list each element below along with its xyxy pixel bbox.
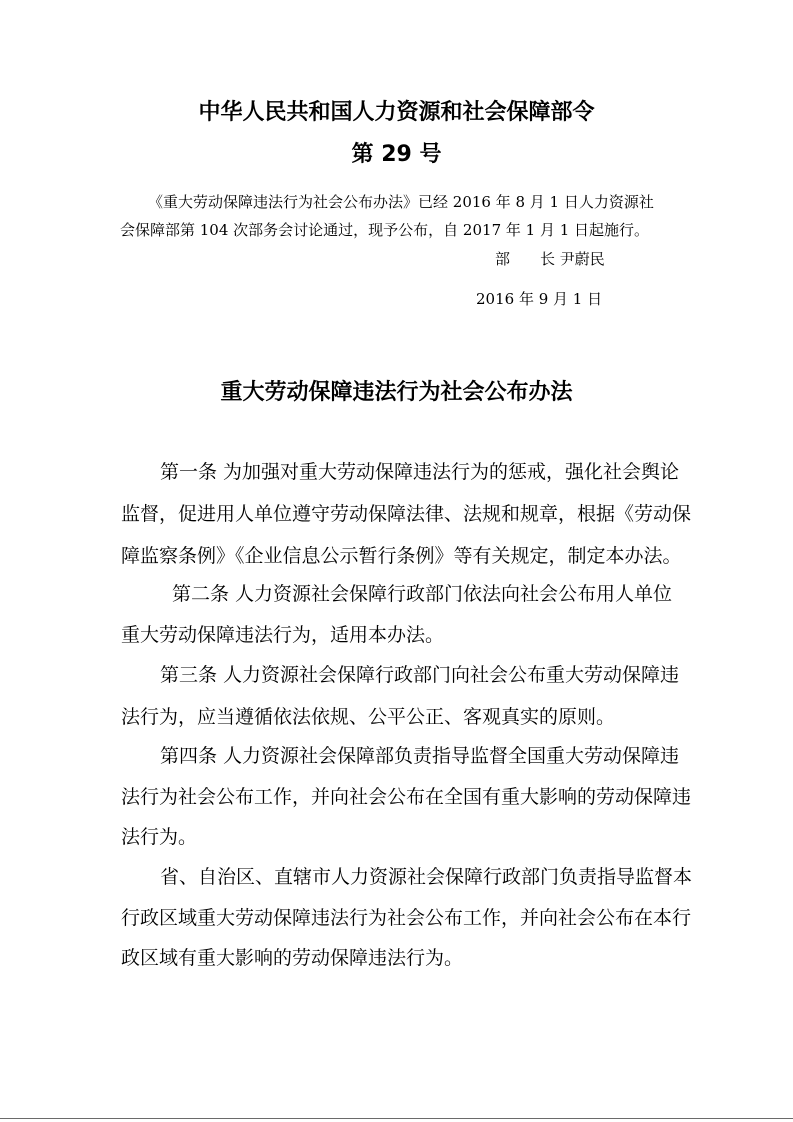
decree-number: 第 29 号 [351, 142, 442, 167]
article-line: 重大劳动保障违法行为，适用本办法。 [121, 624, 445, 646]
article-line: 行政区域重大劳动保障违法行为社会公布工作，并向社会公布在本行 [121, 907, 692, 929]
regulation-title: 重大劳动保障违法行为社会公布办法 [220, 380, 573, 405]
signature: 部 长 尹蔚民 [495, 250, 605, 268]
article-line: 监督，促进用人单位遵守劳动保障法律、法规和规章，根据《劳动保 [121, 503, 692, 525]
decree-date: 2016 年 9 月 1 日 [476, 290, 603, 308]
decree-title: 中华人民共和国人力资源和社会保障部令 [198, 100, 595, 125]
article-line: 法行为社会公布工作，并向社会公布在全国有重大影响的劳动保障违 [121, 786, 692, 808]
article-line: 第一条 为加强对重大劳动保障违法行为的惩戒，强化社会舆论 [160, 461, 680, 483]
article-line: 法行为，应当遵循依法依规、公平公正、客观真实的原则。 [121, 706, 616, 728]
page-bottom-divider [0, 1118, 793, 1119]
announcement-line: 《重大劳动保障违法行为社会公布办法》已经 2016 年 8 月 1 日人力资源社 [148, 193, 654, 211]
article-line: 政区域有重大影响的劳动保障违法行为。 [121, 947, 464, 969]
article-line: 第二条 人力资源社会保障行政部门依法向社会公布用人单位 [172, 583, 673, 605]
article-line: 法行为。 [121, 826, 198, 848]
article-line: 省、自治区、直辖市人力资源社会保障行政部门负责指导监督本 [160, 866, 693, 888]
announcement-line: 会保障部第 104 次部务会讨论通过，现予公布，自 2017 年 1 月 1 日起施行。 [120, 221, 650, 239]
article-line: 第三条 人力资源社会保障行政部门向社会公布重大劳动保障违 [160, 664, 680, 686]
article-line: 第四条 人力资源社会保障部负责指导监督全国重大劳动保障违 [160, 745, 680, 767]
article-line: 障监察条例》《企业信息公示暂行条例》等有关规定，制定本办法。 [121, 545, 682, 567]
